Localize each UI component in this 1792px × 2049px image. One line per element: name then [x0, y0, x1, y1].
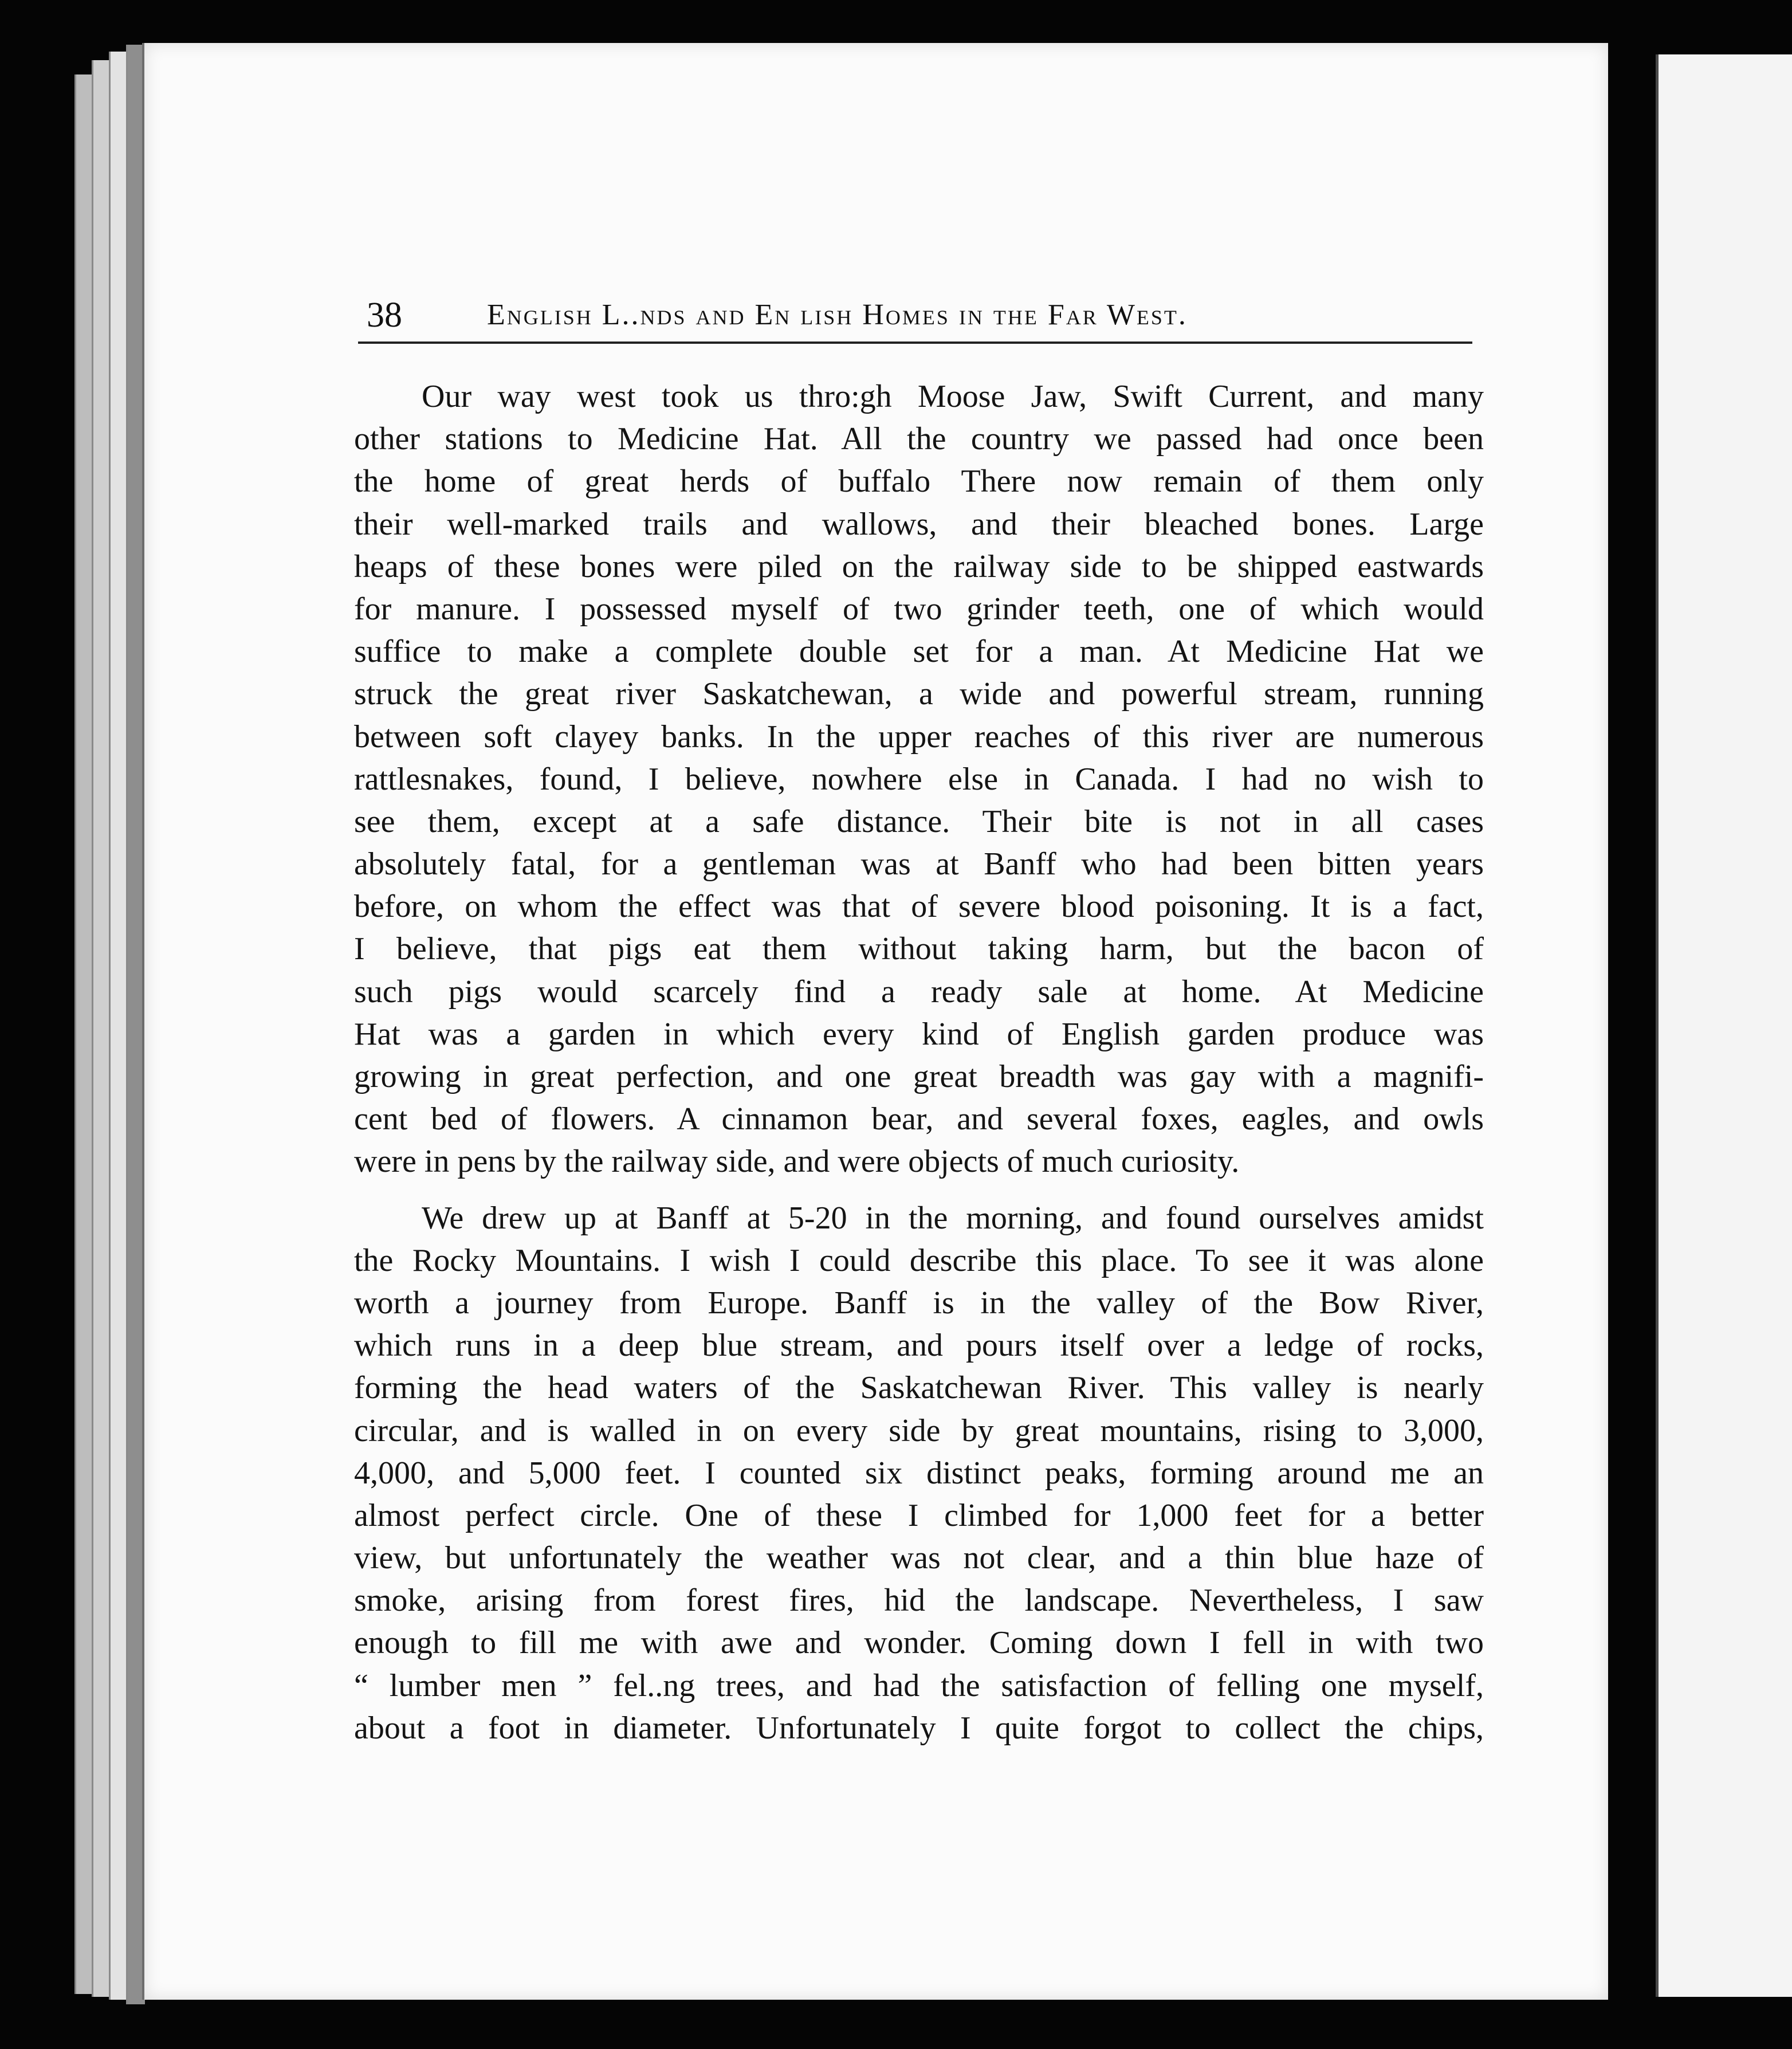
text-line: Hat was a garden in which every kind of English garden produce was [354, 1016, 1484, 1052]
text-line: smoke, arising from forest fires, hid the landscape. Nevertheless, I saw [354, 1583, 1484, 1619]
paragraph [354, 375, 1484, 1183]
facing-page [1656, 54, 1792, 1997]
text-line: the home of great herds of buffalo There now remain of them only [354, 464, 1484, 500]
text-line: absolutely fatal, for a gentleman was at Banff who had been bitten years [354, 846, 1484, 882]
page-body [354, 375, 1484, 1763]
text-line: struck the great river Saskatchewan, a wide and powerful stream, running [354, 676, 1484, 712]
text-line: Our way west took us thro:gh Moose Jaw, Swift Current, and many [422, 379, 1484, 414]
header-rule [358, 342, 1472, 344]
page-header [367, 289, 1484, 341]
text-line: their well-marked trails and wallows, and their bleached bones. Large [354, 506, 1484, 542]
text-line: which runs in a deep blue stream, and pours itself over a ledge of rocks, [354, 1328, 1484, 1364]
text-line: such pigs would scarcely find a ready sale at home. At Medicine [354, 974, 1484, 1010]
text-line: heaps of these bones were piled on the railway side to be shipped eastwards [354, 548, 1484, 584]
text-line: “ lumber men ” fel..ng trees, and had the satisfaction of felling one myself, [354, 1667, 1484, 1703]
text-line: enough to fill me with awe and wonder. Coming down I fell in with two [354, 1625, 1484, 1661]
text-line: 4,000, and 5,000 feet. I counted six distinct peaks, forming around me an [354, 1455, 1484, 1491]
text-line: almost perfect circle. One of these I climbed for 1,000 feet for a better [354, 1497, 1484, 1533]
text-line: for manure. I possessed myself of two grinder teeth, one of which would [354, 591, 1484, 627]
text-line: the Rocky Mountains. I wish I could describe this place. To see it was alone [354, 1242, 1484, 1278]
text-line: were in pens by the railway side, and were objects of much curiosity. [354, 1144, 1240, 1180]
text-line: rattlesnakes, found, I believe, nowhere else in Canada. I had no wish to [354, 761, 1484, 797]
text-line: We drew up at Banff at 5-20 in the morning, and found ourselves amidst [422, 1200, 1484, 1236]
text-line: between soft clayey banks. In the upper reaches of this river are numerous [354, 719, 1484, 755]
text-line: other stations to Medicine Hat. All the country we passed had once been [354, 421, 1484, 457]
page-number: 38 [367, 296, 402, 335]
text-line: I believe, that pigs eat them without taking harm, but the bacon of [354, 931, 1484, 967]
text-line: growing in great perfection, and one great breadth was gay with a magnifi- [354, 1059, 1484, 1094]
text-line: see them, except at a safe distance. Their bite is not in all cases [354, 803, 1484, 839]
text-line: circular, and is walled in on every side by great mountains, rising to 3,000, [354, 1412, 1484, 1449]
text-line: before, on whom the effect was that of severe blood poisoning. It is a fact, [354, 889, 1484, 925]
text-line: forming the head waters of the Saskatchewan River. This valley is nearly [354, 1370, 1484, 1406]
paragraph [354, 1197, 1484, 1749]
text-line: about a foot in diameter. Unfortunately I quite forgot to collect the chips, [354, 1710, 1484, 1746]
running-head: English L..nds and En lish Homes in the Far West. [487, 299, 1188, 331]
text-line: suffice to make a complete double set for a man. At Medicine Hat we [354, 634, 1484, 670]
text-line: cent bed of flowers. A cinnamon bear, and several foxes, eagles, and owls [354, 1101, 1484, 1137]
text-line: view, but unfortunately the weather was not clear, and a thin blue haze of [354, 1540, 1484, 1576]
text-line: worth a journey from Europe. Banff is in the valley of the Bow River, [354, 1285, 1484, 1321]
